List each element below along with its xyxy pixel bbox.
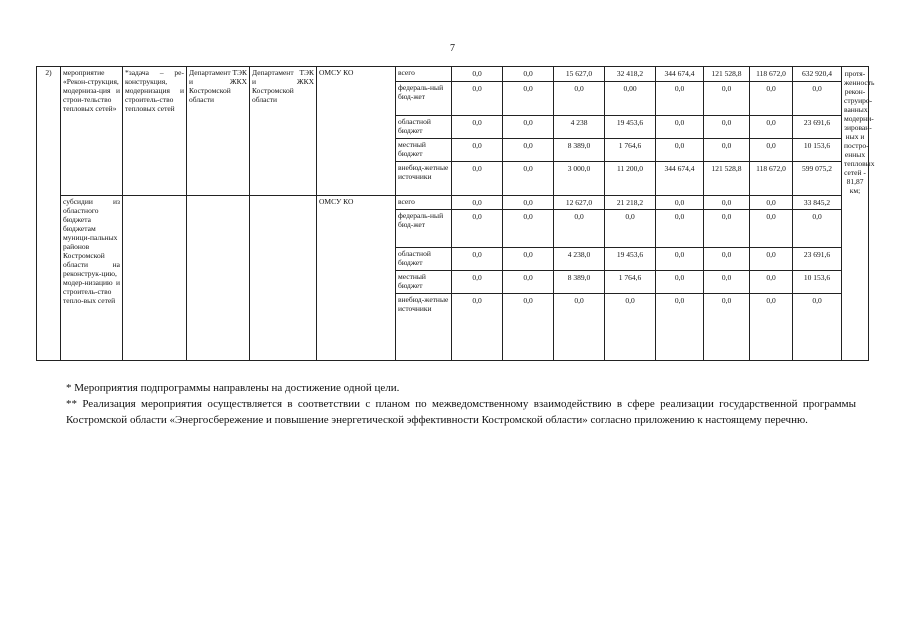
funding-source: местный бюджет <box>396 271 452 294</box>
funding-value: 0,0 <box>704 271 750 294</box>
funding-value: 0,0 <box>704 210 750 248</box>
funding-value: 10 153,6 <box>793 139 842 162</box>
funding-source: областной бюджет <box>396 248 452 271</box>
funding-source: внебюд-жетные источники <box>396 162 452 196</box>
funding-value: 0,0 <box>750 210 793 248</box>
funding-value: 0,0 <box>750 82 793 116</box>
funding-value: 0,0 <box>554 82 605 116</box>
executor-department: Департамент ТЭК и ЖКХ Костромской области <box>187 67 250 196</box>
funding-source: местный бюджет <box>396 139 452 162</box>
executor-department-2: Департамент ТЭК и ЖКХ Костромской области <box>250 67 317 196</box>
funding-value: 0,0 <box>793 82 842 116</box>
funding-value: 0,0 <box>704 82 750 116</box>
funding-value: 0,0 <box>452 139 503 162</box>
footnote-1: * Мероприятия подпрограммы направлены на достижение одной цели. <box>66 382 400 394</box>
funding-value: 0,0 <box>503 116 554 139</box>
funding-value: 344 674,4 <box>656 162 704 196</box>
funding-value: 0,0 <box>503 210 554 248</box>
funding-source: федераль-ный бюд-жет <box>396 82 452 116</box>
funding-value: 344 674,4 <box>656 67 704 82</box>
funding-value: 0,0 <box>793 294 842 361</box>
executor-department-2 <box>250 196 317 361</box>
funding-value: 0,0 <box>503 294 554 361</box>
funding-source: всего <box>396 67 452 82</box>
row-index: 2) <box>37 67 61 361</box>
funding-value: 0,0 <box>503 248 554 271</box>
funding-value: 599 075,2 <box>793 162 842 196</box>
funding-value: 0,0 <box>503 196 554 210</box>
funding-value: 0,0 <box>452 116 503 139</box>
funding-source: областной бюджет <box>396 116 452 139</box>
funding-value: 0,0 <box>554 294 605 361</box>
funding-value: 0,0 <box>503 162 554 196</box>
measure-task: *задача – ре-конструкция, модернизация и строитель-ство тепловых сетей <box>123 67 187 196</box>
responsible-party: ОМСУ КО <box>317 196 396 361</box>
measure-name: мероприятие «Рекон-струкция, модерниза-ция и строи-тельство тепловых сетей» <box>61 67 123 196</box>
funding-value: 0,0 <box>750 196 793 210</box>
funding-value: 0,0 <box>503 139 554 162</box>
funding-source: внебюд-жетные источники <box>396 294 452 361</box>
funding-value: 23 691,6 <box>793 116 842 139</box>
program-measures-table <box>36 66 875 361</box>
funding-value: 12 627,0 <box>554 196 605 210</box>
funding-value: 10 153,6 <box>793 271 842 294</box>
funding-value: 0,0 <box>656 196 704 210</box>
funding-value: 32 418,2 <box>605 67 656 82</box>
funding-value: 23 691,6 <box>793 248 842 271</box>
funding-value: 0,00 <box>605 82 656 116</box>
funding-source: федераль-ный бюд-жет <box>396 210 452 248</box>
funding-value: 632 920,4 <box>793 67 842 82</box>
table-row <box>37 196 869 210</box>
funding-value: 0,0 <box>452 294 503 361</box>
funding-value: 0,0 <box>656 210 704 248</box>
funding-value: 19 453,6 <box>605 116 656 139</box>
funding-value: 8 389,0 <box>554 271 605 294</box>
funding-value: 0,0 <box>704 294 750 361</box>
funding-value: 0,0 <box>452 67 503 82</box>
funding-value: 3 000,0 <box>554 162 605 196</box>
funding-value: 0,0 <box>704 139 750 162</box>
measure-task <box>123 196 187 361</box>
funding-value: 1 764,6 <box>605 139 656 162</box>
executor-department <box>187 196 250 361</box>
funding-value: 0,0 <box>656 82 704 116</box>
table-row <box>37 67 869 82</box>
page-number: 7 <box>450 43 455 54</box>
funding-value: 0,0 <box>656 248 704 271</box>
funding-value: 0,0 <box>750 116 793 139</box>
funding-value: 4 238 <box>554 116 605 139</box>
funding-value: 0,0 <box>750 248 793 271</box>
funding-value: 0,0 <box>452 196 503 210</box>
funding-value: 0,0 <box>750 271 793 294</box>
funding-value: 121 528,8 <box>704 162 750 196</box>
funding-value: 118 672,0 <box>750 162 793 196</box>
funding-value: 4 238,0 <box>554 248 605 271</box>
funding-value: 0,0 <box>503 67 554 82</box>
funding-value: 121 528,8 <box>704 67 750 82</box>
responsible-party: ОМСУ КО <box>317 67 396 196</box>
funding-source: всего <box>396 196 452 210</box>
funding-value: 0,0 <box>554 210 605 248</box>
funding-value: 0,0 <box>704 248 750 271</box>
funding-value: 0,0 <box>605 294 656 361</box>
footnotes <box>66 380 856 428</box>
funding-value: 0,0 <box>656 271 704 294</box>
funding-value: 0,0 <box>605 210 656 248</box>
funding-value: 0,0 <box>503 82 554 116</box>
funding-value: 0,0 <box>656 116 704 139</box>
funding-value: 0,0 <box>750 294 793 361</box>
funding-value: 0,0 <box>750 139 793 162</box>
funding-value: 8 389,0 <box>554 139 605 162</box>
funding-value: 0,0 <box>656 294 704 361</box>
funding-value: 21 218,2 <box>605 196 656 210</box>
funding-value: 19 453,6 <box>605 248 656 271</box>
footnote-2: ** Реализация мероприятия осуществляется в соответствии с планом по межведомственному взаимодействию в сфере реализации государственной программы Костромской области «Энергосбережение и повышение энергетической эффективности Костромской области» согласно приложению к настоящему перечню. <box>66 398 856 426</box>
funding-value: 0,0 <box>704 116 750 139</box>
target-indicator: протя-женность рекон-струиро-ванных, модерни-зирован-ных и постро-енных тепловых сетей - 81,87 км; <box>842 67 869 361</box>
funding-value: 0,0 <box>452 271 503 294</box>
funding-value: 1 764,6 <box>605 271 656 294</box>
funding-value: 0,0 <box>452 210 503 248</box>
funding-value: 0,0 <box>452 82 503 116</box>
funding-value: 0,0 <box>452 162 503 196</box>
funding-value: 0,0 <box>704 196 750 210</box>
funding-value: 0,0 <box>503 271 554 294</box>
funding-value: 0,0 <box>452 248 503 271</box>
funding-value: 11 200,0 <box>605 162 656 196</box>
measure-name: субсидии из областного бюджета бюджетам муници-пальных районов Костромской области на реконструк-цию, модер-низацию и строитель-ство тепло-вых сетей <box>61 196 123 361</box>
funding-value: 0,0 <box>656 139 704 162</box>
funding-value: 33 845,2 <box>793 196 842 210</box>
funding-value: 0,0 <box>793 210 842 248</box>
funding-value: 118 672,0 <box>750 67 793 82</box>
funding-value: 15 627,0 <box>554 67 605 82</box>
